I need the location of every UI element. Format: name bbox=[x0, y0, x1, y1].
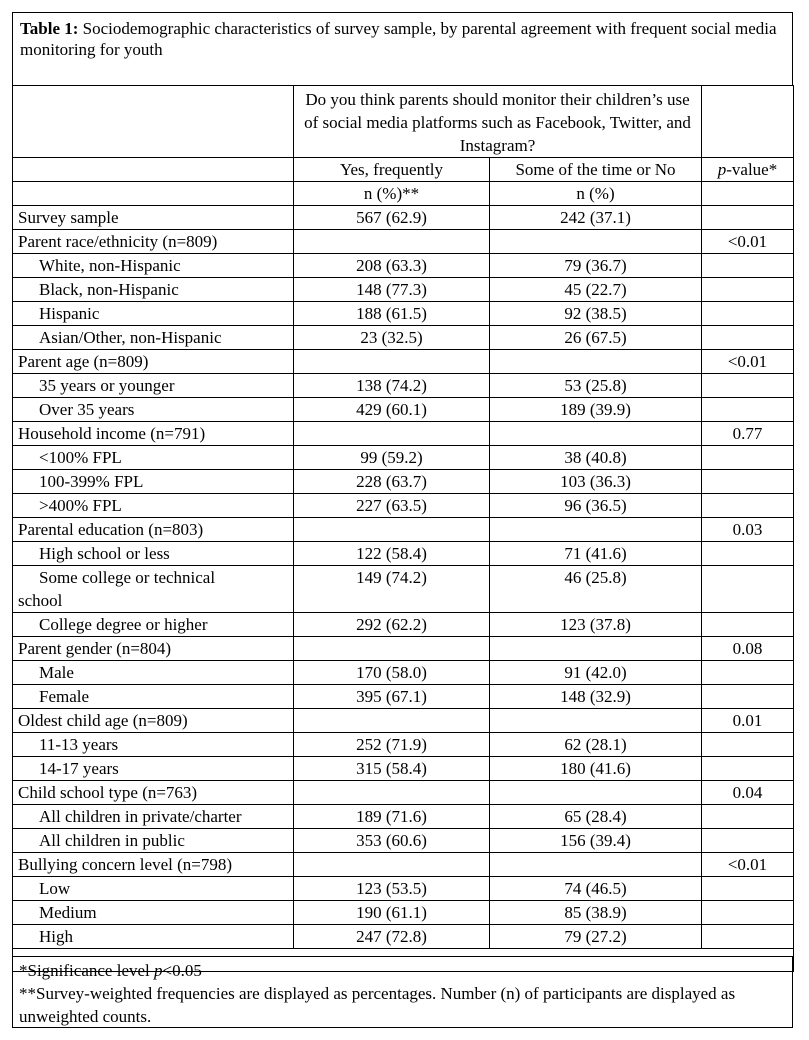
cell-pvalue bbox=[702, 733, 794, 757]
cell-yes-frequently: 252 (71.9) bbox=[294, 733, 490, 757]
cell-some-or-no: 79 (36.7) bbox=[490, 254, 702, 278]
question-header: Do you think parents should monitor their children’s use of social media platforms such as Facebook, Twitter, and Instagram? bbox=[294, 86, 702, 158]
cell-yes-frequently: 188 (61.5) bbox=[294, 302, 490, 326]
cell-some-or-no: 180 (41.6) bbox=[490, 757, 702, 781]
table-row bbox=[13, 494, 794, 518]
cell-yes-frequently bbox=[294, 422, 490, 446]
footnote-significance-p: p bbox=[154, 961, 163, 980]
cell-pvalue bbox=[702, 877, 794, 901]
row-label: Parent gender (n=804) bbox=[13, 637, 294, 661]
row-label: Asian/Other, non-Hispanic bbox=[13, 326, 294, 350]
table-row bbox=[13, 278, 794, 302]
footnote-significance-text: *Significance level bbox=[19, 961, 155, 980]
cell-yes-frequently: 353 (60.6) bbox=[294, 829, 490, 853]
cell-some-or-no: 74 (46.5) bbox=[490, 877, 702, 901]
cell-some-or-no: 242 (37.1) bbox=[490, 206, 702, 230]
row-label: Male bbox=[13, 661, 294, 685]
table-caption bbox=[12, 12, 793, 86]
row-label-line2: school bbox=[18, 591, 63, 610]
table-row bbox=[13, 805, 794, 829]
row-label: Bullying concern level (n=798) bbox=[13, 853, 294, 877]
cell-yes-frequently: 170 (58.0) bbox=[294, 661, 490, 685]
row-label: 11-13 years bbox=[13, 733, 294, 757]
cell-yes-frequently bbox=[294, 637, 490, 661]
row-label: 14-17 years bbox=[13, 757, 294, 781]
cell-some-or-no: 156 (39.4) bbox=[490, 829, 702, 853]
table-group-row bbox=[13, 637, 794, 661]
row-label: White, non-Hispanic bbox=[13, 254, 294, 278]
cell-yes-frequently: 292 (62.2) bbox=[294, 613, 490, 637]
row-label: All children in public bbox=[13, 829, 294, 853]
cell-pvalue bbox=[702, 613, 794, 637]
cell-some-or-no: 123 (37.8) bbox=[490, 613, 702, 637]
cell-yes-frequently: 189 (71.6) bbox=[294, 805, 490, 829]
cell-pvalue bbox=[702, 829, 794, 853]
cell-some-or-no bbox=[490, 230, 702, 254]
table-group-row bbox=[13, 709, 794, 733]
cell-some-or-no bbox=[490, 781, 702, 805]
cell-pvalue bbox=[702, 398, 794, 422]
cell-yes-frequently: 315 (58.4) bbox=[294, 757, 490, 781]
cell-pvalue: <0.01 bbox=[702, 350, 794, 374]
footnote-weighting: **Survey-weighted frequencies are displayed as percentages. Number (n) of participants are displayed as unweighted counts. bbox=[19, 984, 736, 1026]
row-label: Hispanic bbox=[13, 302, 294, 326]
cell-pvalue: <0.01 bbox=[702, 230, 794, 254]
table-row bbox=[13, 206, 794, 230]
cell-some-or-no: 38 (40.8) bbox=[490, 446, 702, 470]
table-row bbox=[13, 685, 794, 709]
cell-yes-frequently bbox=[294, 709, 490, 733]
row-label: Medium bbox=[13, 901, 294, 925]
table-row bbox=[13, 757, 794, 781]
row-label: Oldest child age (n=809) bbox=[13, 709, 294, 733]
cell-some-or-no bbox=[490, 637, 702, 661]
cell-some-or-no bbox=[490, 853, 702, 877]
table-row bbox=[13, 326, 794, 350]
cell-pvalue bbox=[702, 542, 794, 566]
pvalue-rest: -value* bbox=[726, 160, 778, 179]
cell-yes-frequently: 567 (62.9) bbox=[294, 206, 490, 230]
row-label: Parent race/ethnicity (n=809) bbox=[13, 230, 294, 254]
table-row bbox=[13, 661, 794, 685]
cell-pvalue bbox=[702, 805, 794, 829]
cell-some-or-no: 71 (41.6) bbox=[490, 542, 702, 566]
table-group-row bbox=[13, 518, 794, 542]
cell-pvalue bbox=[702, 757, 794, 781]
row-label: Female bbox=[13, 685, 294, 709]
row-label: College degree or higher bbox=[13, 613, 294, 637]
cell-yes-frequently bbox=[294, 350, 490, 374]
cell-yes-frequently bbox=[294, 230, 490, 254]
row-label: Child school type (n=763) bbox=[13, 781, 294, 805]
cell-pvalue bbox=[702, 254, 794, 278]
footnotes bbox=[12, 956, 793, 1028]
table-group-row bbox=[13, 422, 794, 446]
row-label: Low bbox=[13, 877, 294, 901]
cell-pvalue bbox=[702, 494, 794, 518]
cell-pvalue bbox=[702, 446, 794, 470]
table-caption-text: Sociodemographic characteristics of survey sample, by parental agreement with frequent social media monitoring for youth bbox=[20, 19, 777, 59]
cell-some-or-no: 62 (28.1) bbox=[490, 733, 702, 757]
header-empty-cell bbox=[13, 86, 294, 158]
header-empty-cell-right bbox=[702, 86, 794, 158]
cell-pvalue bbox=[702, 661, 794, 685]
table-group-row bbox=[13, 230, 794, 254]
cell-yes-frequently: 149 (74.2) bbox=[294, 566, 490, 613]
column-header-pvalue bbox=[702, 158, 794, 182]
cell-yes-frequently: 228 (63.7) bbox=[294, 470, 490, 494]
table-row bbox=[13, 566, 794, 613]
cell-yes-frequently: 123 (53.5) bbox=[294, 877, 490, 901]
cell-pvalue: 0.03 bbox=[702, 518, 794, 542]
cell-some-or-no: 96 (36.5) bbox=[490, 494, 702, 518]
cell-pvalue bbox=[702, 925, 794, 949]
cell-yes-frequently: 138 (74.2) bbox=[294, 374, 490, 398]
data-table bbox=[12, 85, 794, 972]
cell-some-or-no bbox=[490, 709, 702, 733]
footnote-significance bbox=[19, 959, 786, 982]
column-header-yes: Yes, frequently bbox=[294, 158, 490, 182]
cell-pvalue: <0.01 bbox=[702, 853, 794, 877]
header-empty-cell-3 bbox=[13, 182, 294, 206]
cell-yes-frequently: 208 (63.3) bbox=[294, 254, 490, 278]
unit-header-no: n (%) bbox=[490, 182, 702, 206]
row-label: High bbox=[13, 925, 294, 949]
table-row bbox=[13, 877, 794, 901]
row-label: All children in private/charter bbox=[13, 805, 294, 829]
table-row bbox=[13, 829, 794, 853]
row-label: >400% FPL bbox=[13, 494, 294, 518]
row-label-line1: Some college or technical bbox=[39, 568, 216, 587]
footnote-significance-threshold: <0.05 bbox=[162, 961, 202, 980]
row-label: Over 35 years bbox=[13, 398, 294, 422]
cell-some-or-no: 148 (32.9) bbox=[490, 685, 702, 709]
cell-pvalue bbox=[702, 206, 794, 230]
cell-yes-frequently: 122 (58.4) bbox=[294, 542, 490, 566]
cell-pvalue bbox=[702, 326, 794, 350]
table-row bbox=[13, 446, 794, 470]
table-row bbox=[13, 542, 794, 566]
row-label: Household income (n=791) bbox=[13, 422, 294, 446]
row-label: Black, non-Hispanic bbox=[13, 278, 294, 302]
cell-pvalue: 0.77 bbox=[702, 422, 794, 446]
unit-header-empty bbox=[702, 182, 794, 206]
cell-pvalue: 0.04 bbox=[702, 781, 794, 805]
cell-pvalue bbox=[702, 278, 794, 302]
cell-some-or-no bbox=[490, 518, 702, 542]
table-row bbox=[13, 901, 794, 925]
cell-yes-frequently: 148 (77.3) bbox=[294, 278, 490, 302]
cell-some-or-no bbox=[490, 422, 702, 446]
table-group-row bbox=[13, 853, 794, 877]
cell-yes-frequently: 247 (72.8) bbox=[294, 925, 490, 949]
header-empty-cell-2 bbox=[13, 158, 294, 182]
table-group-row bbox=[13, 781, 794, 805]
row-label: Parent age (n=809) bbox=[13, 350, 294, 374]
cell-some-or-no: 65 (28.4) bbox=[490, 805, 702, 829]
row-label: 35 years or younger bbox=[13, 374, 294, 398]
cell-yes-frequently: 227 (63.5) bbox=[294, 494, 490, 518]
table-row bbox=[13, 470, 794, 494]
cell-some-or-no: 53 (25.8) bbox=[490, 374, 702, 398]
row-label: 100-399% FPL bbox=[13, 470, 294, 494]
cell-pvalue bbox=[702, 901, 794, 925]
row-label: Survey sample bbox=[13, 206, 294, 230]
table-row bbox=[13, 254, 794, 278]
cell-yes-frequently: 99 (59.2) bbox=[294, 446, 490, 470]
cell-some-or-no bbox=[490, 350, 702, 374]
cell-yes-frequently: 23 (32.5) bbox=[294, 326, 490, 350]
row-label bbox=[13, 566, 294, 613]
cell-pvalue: 0.08 bbox=[702, 637, 794, 661]
cell-pvalue bbox=[702, 374, 794, 398]
cell-pvalue bbox=[702, 685, 794, 709]
cell-yes-frequently bbox=[294, 853, 490, 877]
table-row bbox=[13, 613, 794, 637]
cell-pvalue bbox=[702, 566, 794, 613]
unit-header-yes: n (%)** bbox=[294, 182, 490, 206]
cell-some-or-no: 92 (38.5) bbox=[490, 302, 702, 326]
cell-yes-frequently: 190 (61.1) bbox=[294, 901, 490, 925]
row-label: Parental education (n=803) bbox=[13, 518, 294, 542]
table-row bbox=[13, 925, 794, 949]
cell-yes-frequently bbox=[294, 781, 490, 805]
column-header-no: Some of the time or No bbox=[490, 158, 702, 182]
table-row bbox=[13, 302, 794, 326]
cell-yes-frequently: 429 (60.1) bbox=[294, 398, 490, 422]
row-label: High school or less bbox=[13, 542, 294, 566]
cell-some-or-no: 26 (67.5) bbox=[490, 326, 702, 350]
table-row bbox=[13, 733, 794, 757]
cell-pvalue bbox=[702, 470, 794, 494]
cell-pvalue: 0.01 bbox=[702, 709, 794, 733]
pvalue-italic-p: p bbox=[717, 160, 727, 179]
cell-some-or-no: 85 (38.9) bbox=[490, 901, 702, 925]
cell-some-or-no: 103 (36.3) bbox=[490, 470, 702, 494]
cell-yes-frequently: 395 (67.1) bbox=[294, 685, 490, 709]
cell-some-or-no: 45 (22.7) bbox=[490, 278, 702, 302]
table-caption-label: Table 1: bbox=[20, 19, 79, 38]
table-row bbox=[13, 398, 794, 422]
table-row bbox=[13, 374, 794, 398]
table-group-row bbox=[13, 350, 794, 374]
cell-some-or-no: 91 (42.0) bbox=[490, 661, 702, 685]
cell-yes-frequently bbox=[294, 518, 490, 542]
cell-pvalue bbox=[702, 302, 794, 326]
cell-some-or-no: 79 (27.2) bbox=[490, 925, 702, 949]
row-label: <100% FPL bbox=[13, 446, 294, 470]
cell-some-or-no: 46 (25.8) bbox=[490, 566, 702, 613]
cell-some-or-no: 189 (39.9) bbox=[490, 398, 702, 422]
